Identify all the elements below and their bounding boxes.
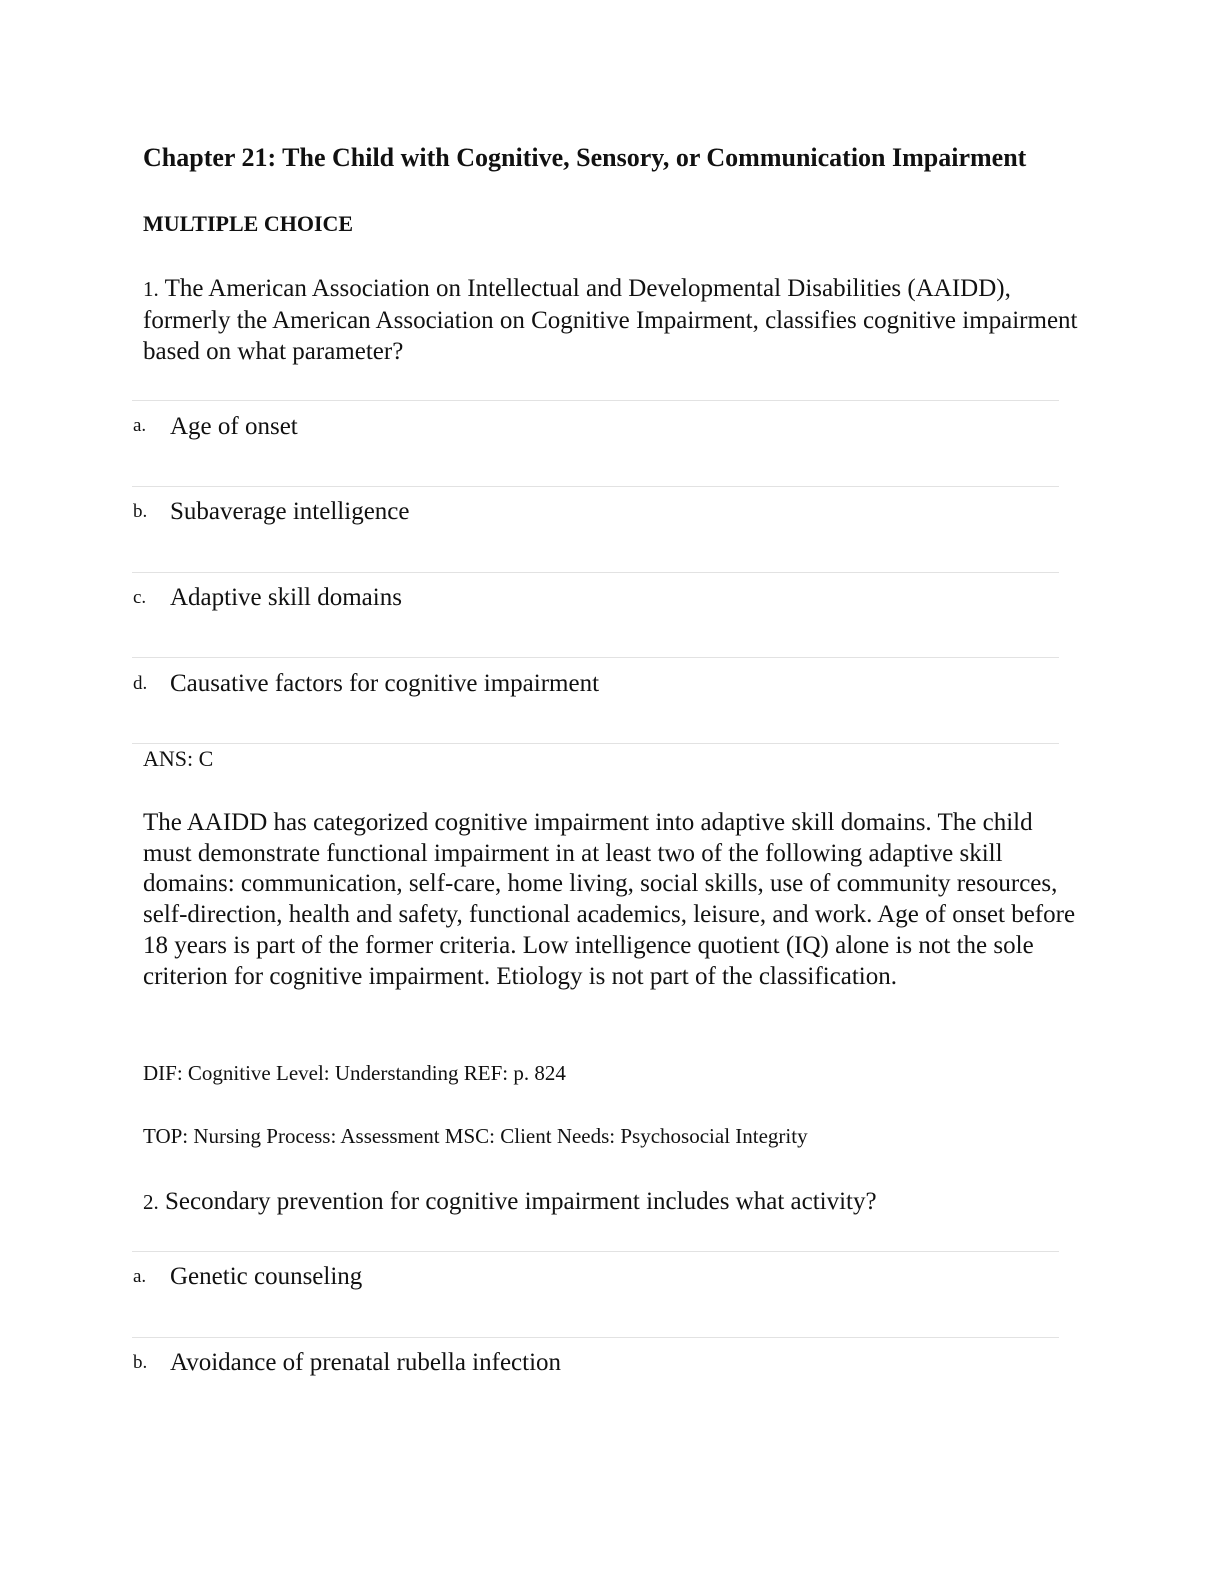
question-2-number: 2.: [143, 1190, 159, 1214]
q2-option-a-text: Genetic counseling: [170, 1263, 363, 1290]
q1-option-b-letter: b.: [133, 501, 148, 522]
q2-option-b-text: Avoidance of prenatal rubella infection: [170, 1349, 562, 1376]
q1-top-msc: TOP: Nursing Process: Assessment MSC: Client Needs: Psychosocial Integrity: [143, 1124, 808, 1148]
divider: [132, 486, 1059, 487]
question-1-stem: [143, 273, 1083, 367]
divider: [132, 657, 1059, 658]
q1-option-d-letter: d.: [133, 673, 148, 694]
q1-option-d-text: Causative factors for cognitive impairment: [170, 670, 600, 697]
q2-option-b-letter: b.: [133, 1352, 148, 1373]
q1-option-a-text: Age of onset: [170, 413, 298, 440]
question-1-number: 1.: [143, 277, 159, 301]
question-2-stem: [143, 1186, 1083, 1218]
q1-option-c-text: Adaptive skill domains: [170, 584, 402, 611]
q2-option-a-letter: a.: [133, 1266, 147, 1287]
divider: [132, 743, 1059, 744]
divider: [132, 1251, 1059, 1252]
divider: [132, 572, 1059, 573]
q1-option-b-text: Subaverage intelligence: [170, 498, 410, 525]
q1-answer: ANS: C: [143, 746, 214, 771]
q1-option-c-letter: c.: [133, 587, 147, 608]
q1-rationale: The AAIDD has categorized cognitive impairment into adaptive skill domains. The child must demonstrate functional impairment in at least two of the following adaptive skill domains: communication, self-care, home living, social skills, use of community resources, self-direction, health and safety, functional academics, leisure, and work. Age of onset before 18 years is part of the former criteria. Low intelligence quotient (IQ) alone is not the sole criterion for cognitive impairment. Etiology is not part of the classification.: [143, 809, 1076, 990]
chapter-title: Chapter 21: The Child with Cognitive, Sensory, or Communication Impairment: [143, 143, 1027, 172]
question-1-text: The American Association on Intellectual and Developmental Disabilities (AAIDD), formerly the American Association on Cognitive Impairment, classifies cognitive impairment based on what parameter?: [143, 275, 1078, 365]
q1-dif-ref: DIF: Cognitive Level: Understanding REF: p. 824: [143, 1061, 566, 1085]
section-heading: MULTIPLE CHOICE: [143, 211, 354, 236]
divider: [132, 1337, 1059, 1338]
q1-option-a-letter: a.: [133, 415, 147, 436]
question-2-text: Secondary prevention for cognitive impairment includes what activity?: [165, 1188, 877, 1215]
divider: [132, 400, 1059, 401]
